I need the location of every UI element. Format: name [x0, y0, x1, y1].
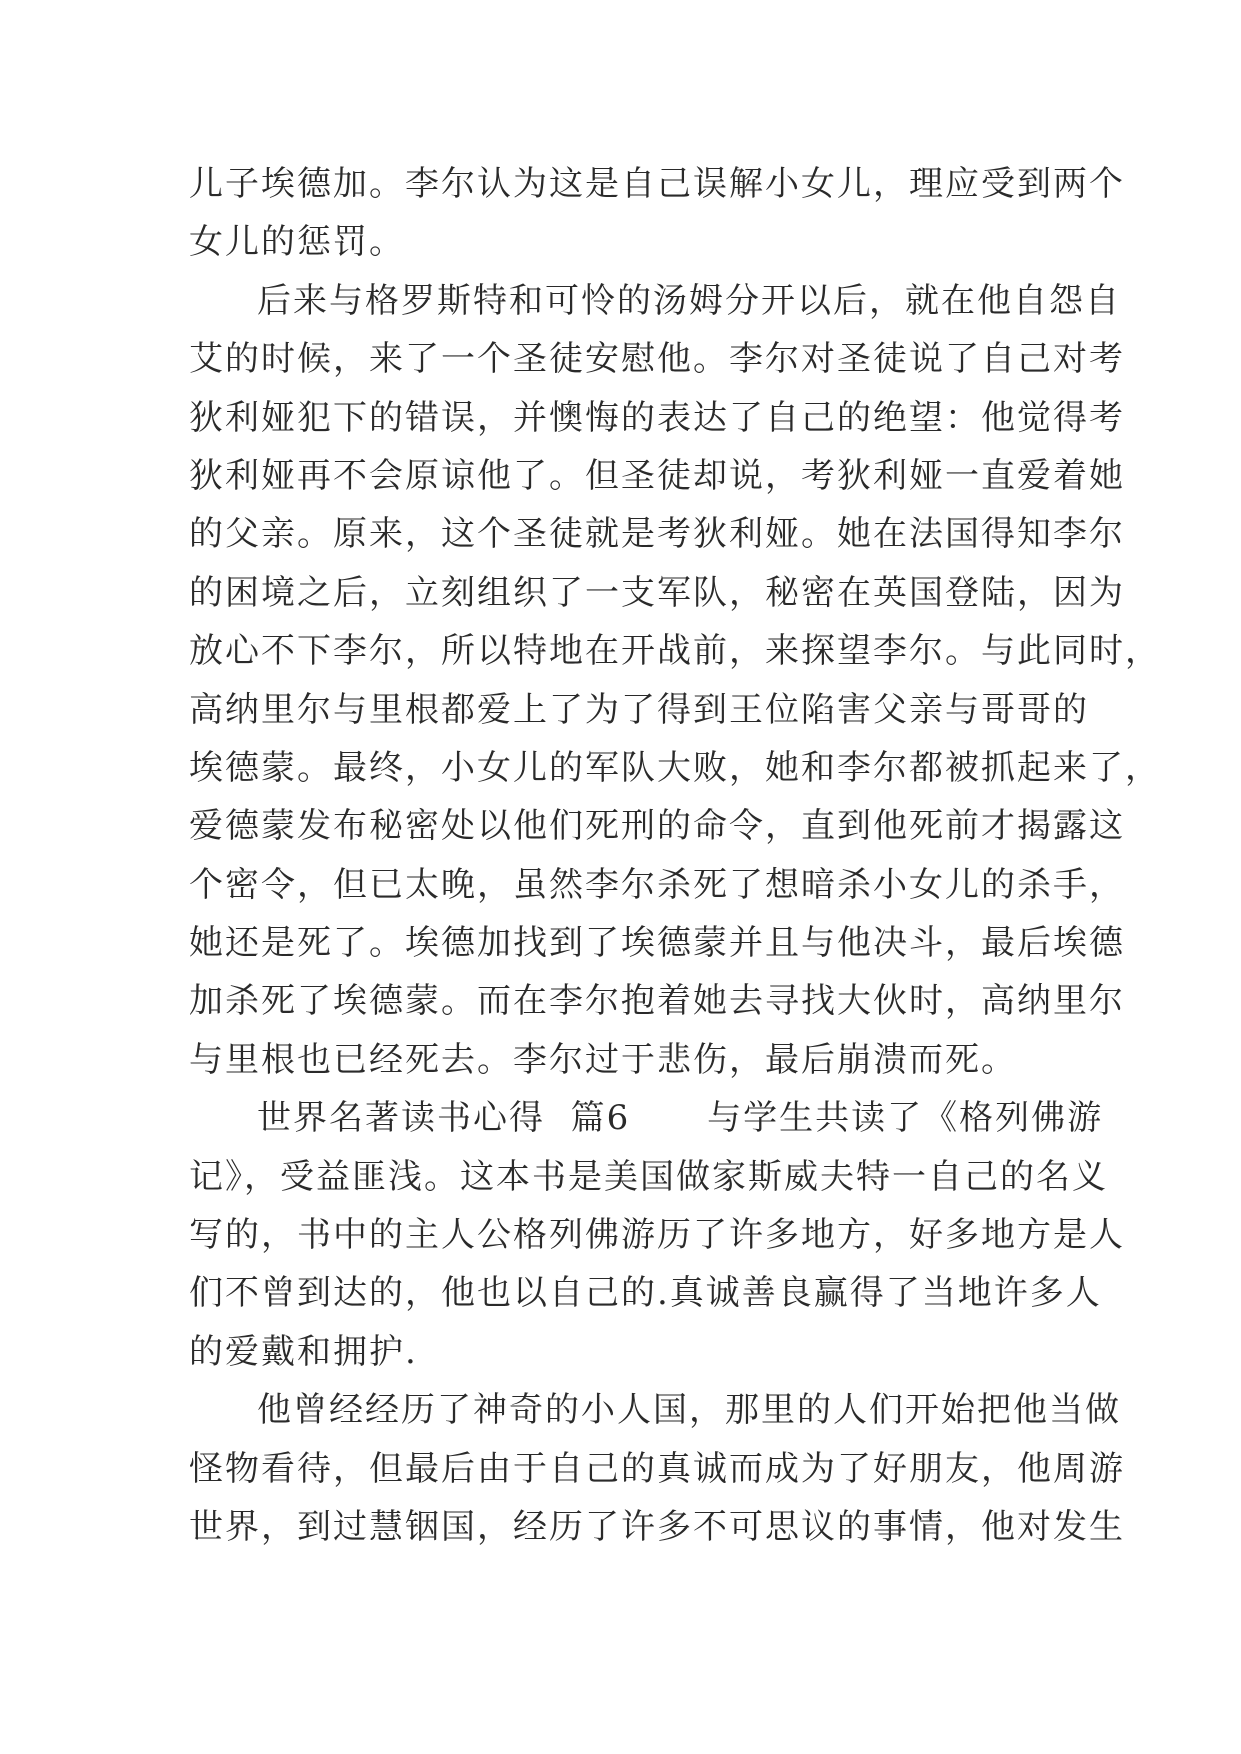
text-line: 世界，到过慧铟国，经历了许多不可思议的事情，他对发生 [189, 1506, 1125, 1547]
text-line: 女儿的惩罚。 [189, 222, 405, 263]
text-line: 狄利娅再不会原谅他了。但圣徒却说，考狄利娅一直爱着她 [189, 455, 1125, 496]
text-line: 埃德蒙。最终，小女儿的军队大败，她和李尔都被抓起来了， [189, 747, 1161, 788]
text-line: 放心不下李尔，所以特地在开战前，来探望李尔。与此同时， [189, 631, 1161, 672]
text-line: 艾的时候，来了一个圣徒安慰他。李尔对圣徒说了自己对考 [189, 339, 1125, 380]
text-line: 她还是死了。埃德加找到了埃德蒙并且与他决斗，最后埃德 [189, 923, 1125, 964]
text-line: 与里根也已经死去。李尔过于悲伤，最后崩溃而死。 [189, 1039, 1017, 1080]
text-line: 的父亲。原来，这个圣徒就是考狄利娅。她在法国得知李尔 [189, 514, 1125, 555]
text-line: 儿子埃德加。李尔认为这是自己误解小女儿，理应受到两个 [189, 164, 1125, 204]
text-line: 加杀死了埃德蒙。而在李尔抱着她去寻找大伙时，高纳里尔 [189, 981, 1125, 1022]
text-line: 们不曾到达的，他也以自己的.真诚善良赢得了当地许多人 [189, 1273, 1102, 1314]
body-text [189, 155, 1161, 1556]
text-line: 的困境之后，立刻组织了一支军队，秘密在英国登陆，因为 [189, 572, 1125, 613]
text-line: 狄利娅犯下的错误，并懊悔的表达了自己的绝望：他觉得考 [189, 397, 1125, 438]
text-line: 高纳里尔与里根都爱上了为了得到王位陷害父亲与哥哥的 [189, 689, 1089, 730]
text-line: 他曾经经历了神奇的小人国，那里的人们开始把他当做 [257, 1390, 1121, 1431]
section-heading-line: 世界名著读书心得 篇6 与学生共读了《格列佛游 [257, 1098, 1104, 1139]
text-line: 的爱戴和拥护. [189, 1331, 418, 1372]
text-line: 记》，受益匪浅。这本书是美国做家斯威夫特一自己的名义 [189, 1156, 1108, 1197]
text-line: 爱德蒙发布秘密处以他们死刑的命令，直到他死前才揭露这 [189, 806, 1125, 847]
text-line: 后来与格罗斯特和可怜的汤姆分开以后，就在他自怨自 [257, 280, 1121, 321]
text-line: 怪物看待，但最后由于自己的真诚而成为了好朋友，他周游 [189, 1448, 1125, 1489]
text-line: 写的，书中的主人公格列佛游历了许多地方，好多地方是人 [189, 1215, 1125, 1256]
text-line: 个密令，但已太晚，虽然李尔杀死了想暗杀小女儿的杀手， [189, 864, 1125, 905]
